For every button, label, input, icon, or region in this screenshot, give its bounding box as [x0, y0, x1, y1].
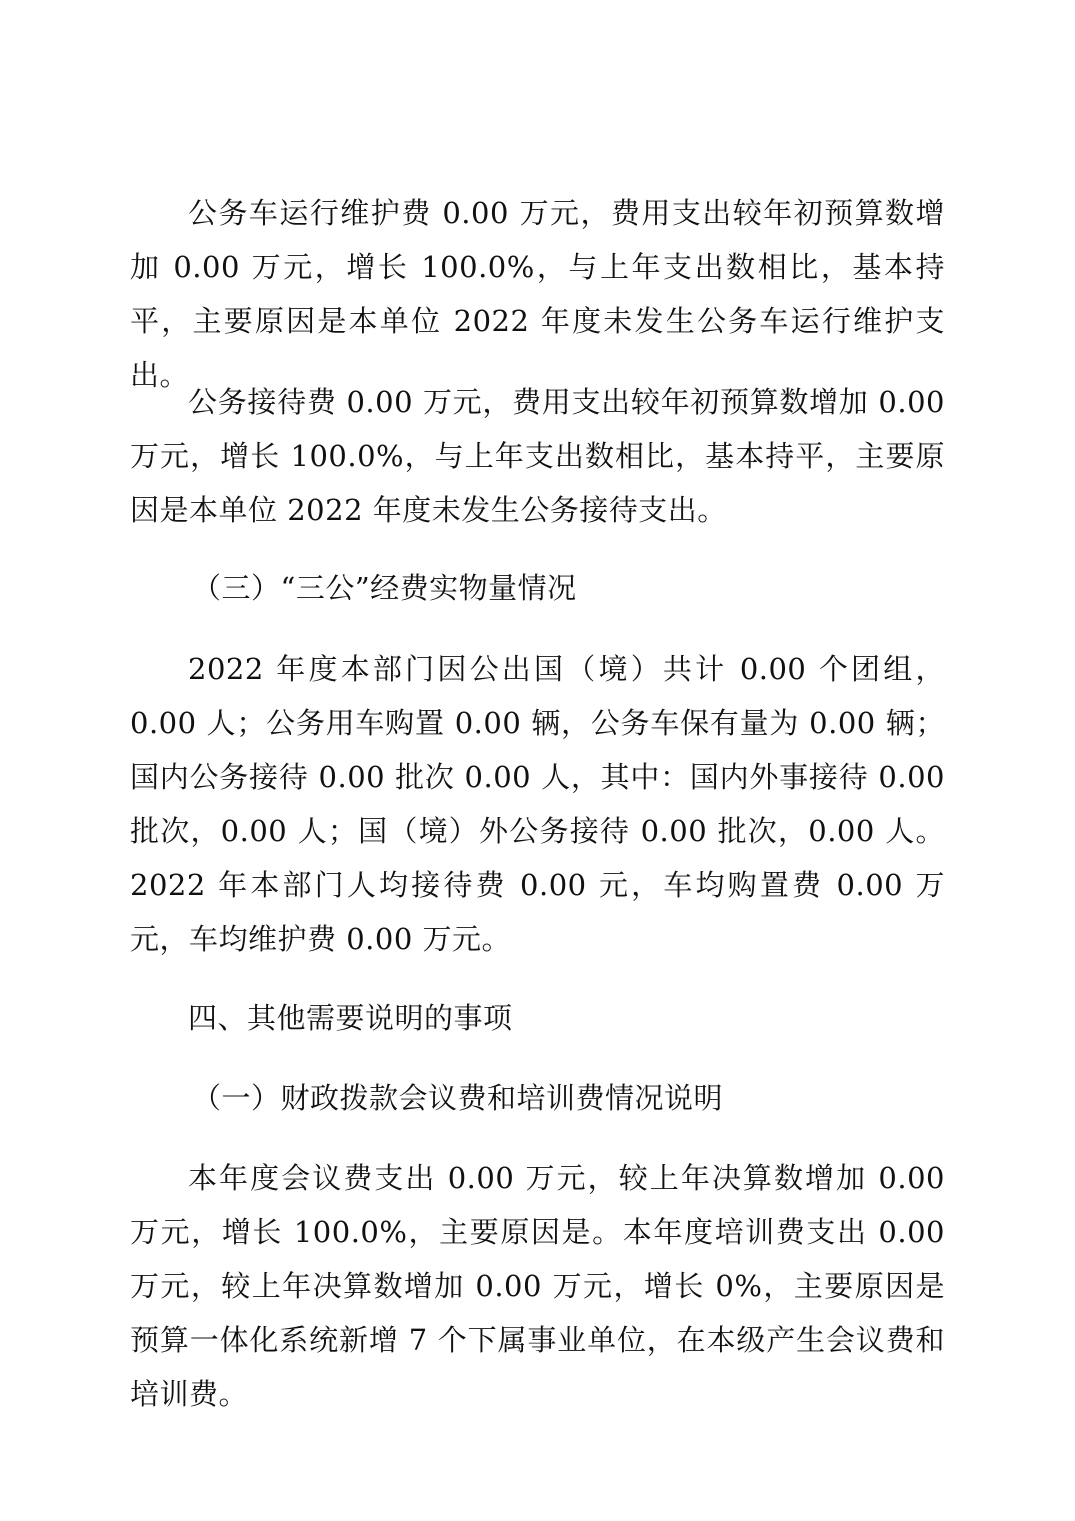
paragraph-meeting-training: 本年度会议费支出 0.00 万元，较上年决算数增加 0.00 万元，增长 100.0%，主要原因是。本年度培训费支出 0.00 万元，较上年决算数增加 0.00 万元，增长 0%，主要原因是预算一体化系统新增 7 个下属事业单位，在本级产生会议费和培训费。: [130, 1161, 945, 1411]
section-heading-other-matters: 四、其他需要说明的事项: [188, 1001, 513, 1035]
paragraph-official-reception: 公务接待费 0.00 万元，费用支出较年初预算数增加 0.00 万元，增长 100.0%，与上年支出数相比，基本持平，主要原因是本单位 2022 年度未发生公务接待支出。: [130, 385, 945, 527]
paragraph-sanggong-physical: 2022 年度本部门因公出国（境）共计 0.00 个团组，0.00 人；公务用车购置 0.00 辆，公务车保有量为 0.00 辆；国内公务接待 0.00 批次 0.00 人，其中：国内外事接待 0.00 批次，0.00 人；国（境）外公务接待 0.00 批次，0.00 人。2022 年本部门人均接待费 0.00 元，车均购置费 0.00 万元，车均维护费 0.00 万元。: [130, 652, 945, 956]
subheading-meeting-training: （一）财政拨款会议费和培训费情况说明: [192, 1081, 724, 1115]
subheading-sanggong-physical: （三）“三公”经费实物量情况: [192, 571, 577, 605]
paragraph-vehicle-maintenance: 公务车运行维护费 0.00 万元，费用支出较年初预算数增加 0.00 万元，增长 100.0%，与上年支出数相比，基本持平，主要原因是本单位 2022 年度未发生公务车运行维护支出。: [130, 196, 945, 392]
